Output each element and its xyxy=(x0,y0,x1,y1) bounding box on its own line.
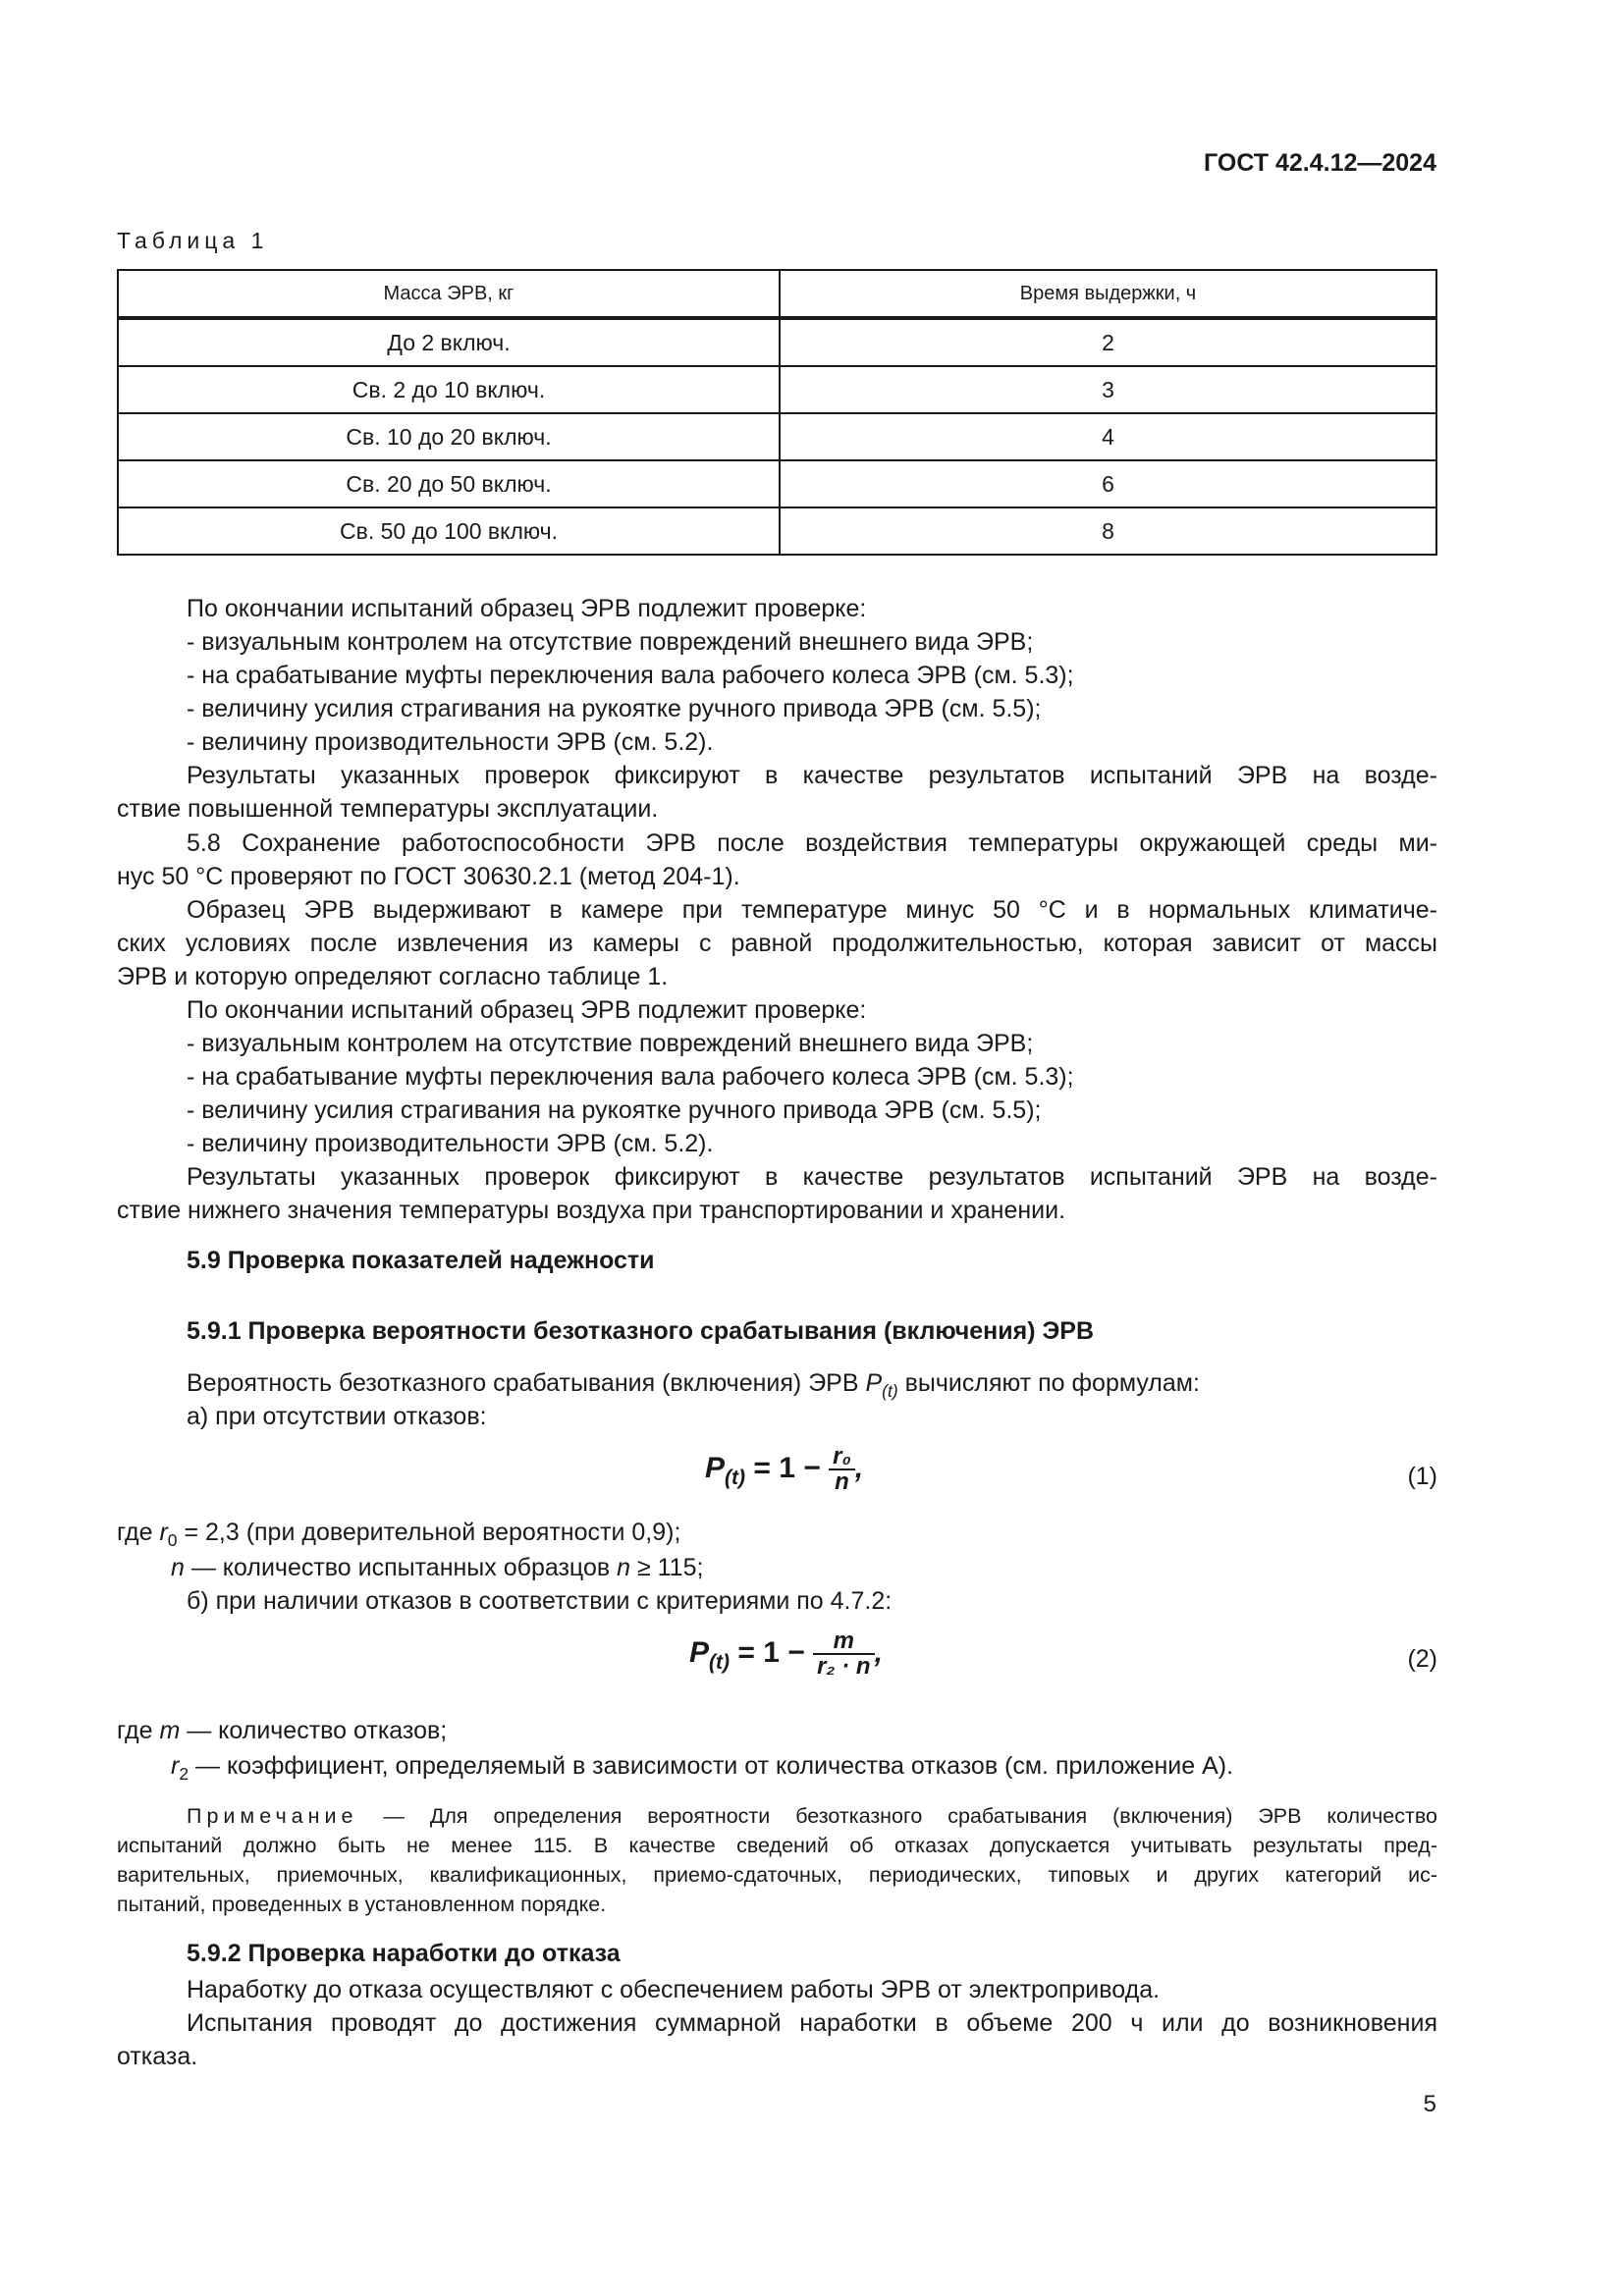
document-number: ГОСТ 42.4.12—2024 xyxy=(1204,149,1436,177)
list-item: - на срабатывание муфты переключения вала рабочего колеса ЭРВ (см. 5.3); xyxy=(187,1063,1074,1091)
table-row xyxy=(118,460,1436,507)
table-cell: 2 xyxy=(780,318,1436,366)
table-cell: 6 xyxy=(780,460,1436,507)
table-row xyxy=(118,366,1436,413)
list-item: - визуальным контролем на отсутствие повреждений внешнего вида ЭРВ; xyxy=(187,1030,1034,1057)
paragraph: Результаты указанных проверок фиксируют в качестве результатов испытаний ЭРВ на возде- xyxy=(187,1163,1437,1191)
table-row xyxy=(118,318,1436,366)
list-item: б) при наличии отказов в соответствии с критериями по 4.7.2: xyxy=(187,1587,893,1615)
column-header-mass: Масса ЭРВ, кг xyxy=(118,270,780,318)
formula-number: (1) xyxy=(1407,1463,1437,1490)
table-cell: 3 xyxy=(780,366,1436,413)
table-cell: 4 xyxy=(780,413,1436,460)
column-header-time: Время выдержки, ч xyxy=(780,270,1436,318)
table-cell: Св. 10 до 20 включ. xyxy=(118,413,780,460)
paragraph: По окончании испытаний образец ЭРВ подлежит проверке: xyxy=(187,996,867,1024)
paragraph: ских условиях после извлечения из камеры с равной продолжительностью, которая зависит от массы xyxy=(117,930,1437,957)
table-1 xyxy=(117,269,1437,556)
paragraph: Наработку до отказа осуществляют с обеспечением работы ЭРВ от электропривода. xyxy=(187,1976,1161,2003)
table-header-row xyxy=(118,270,1436,318)
paragraph: 5.8 Сохранение работоспособности ЭРВ после воздействия температуры окружающей среды ми- xyxy=(187,829,1437,857)
table-cell: Св. 2 до 10 включ. xyxy=(118,366,780,413)
table-cell: 8 xyxy=(780,507,1436,555)
paragraph: отказа. xyxy=(117,2043,198,2070)
list-item: - на срабатывание муфты переключения вала рабочего колеса ЭРВ (см. 5.3); xyxy=(187,662,1074,689)
section-heading: 5.9 Проверка показателей надежности xyxy=(187,1247,655,1274)
formula-number: (2) xyxy=(1407,1645,1437,1673)
formula-2: $P_{(t)} = 1$ − $\frac{m}{\text{r₂ · n}}$ , xyxy=(689,1628,883,1680)
paragraph: Испытания проводят до достижения суммарной наработки в объеме 200 ч или до возникновения xyxy=(187,2009,1437,2037)
paragraph: где m — количество отказов; xyxy=(117,1717,448,1744)
list-item: а) при отсутствии отказов: xyxy=(187,1403,487,1430)
paragraph: $r_2$ — коэффициент, определяемый в зависимости от количества отказов (см. приложение А). xyxy=(171,1752,1234,1784)
table-cell: Св. 50 до 100 включ. xyxy=(118,507,780,555)
section-heading: 5.9.1 Проверка вероятности безотказного срабатывания (включения) ЭРВ xyxy=(187,1317,1094,1345)
list-item: - величину усилия страгивания на рукоятке ручного привода ЭРВ (см. 5.5); xyxy=(187,695,1042,722)
paragraph: где $r_0 = 2,3$ (при доверительной вероятности 0,9); xyxy=(117,1519,681,1550)
table-cell: Св. 20 до 50 включ. xyxy=(118,460,780,507)
paragraph: ствие повышенной температуры эксплуатации. xyxy=(117,795,659,823)
table-cell: До 2 включ. xyxy=(118,318,780,366)
note-label: Примечание xyxy=(187,1804,358,1828)
paragraph: ствие нижнего значения температуры воздуха при транспортировании и хранении. xyxy=(117,1197,1066,1224)
paragraph: нус 50 °С проверяют по ГОСТ 30630.2.1 (метод 204-1). xyxy=(117,863,740,890)
page-number: 5 xyxy=(1423,2091,1436,2117)
table-caption: Таблица 1 xyxy=(117,228,269,253)
section-heading: 5.9.2 Проверка наработки до отказа xyxy=(187,1940,621,1967)
paragraph: n — количество испытанных образцов n ≥ 115; xyxy=(171,1554,704,1581)
list-item: - величину производительности ЭРВ (см. 5.2). xyxy=(187,1130,714,1157)
paragraph: По окончании испытаний образец ЭРВ подлежит проверке: xyxy=(187,595,867,622)
table-row xyxy=(118,507,1436,555)
list-item: - величину производительности ЭРВ (см. 5.2). xyxy=(187,728,714,756)
paragraph: ЭРВ и которую определяют согласно таблице 1. xyxy=(117,963,669,990)
paragraph: Вероятность безотказного срабатывания (включения) ЭРВ $P_{(t)}$ вычисляют по формулам: xyxy=(187,1369,1200,1401)
list-item: - величину усилия страгивания на рукоятке ручного привода ЭРВ (см. 5.5); xyxy=(187,1096,1042,1124)
note: Примечание — Для определения вероятности безотказного срабатывания (включения) ЭРВ количество испытаний должно быть не менее 115. В качестве сведений об отказах допускается учитывать результаты пред- варительных, приемочных, квалификационных, приемо-сдаточных, периодических, типовых и других категорий ис- пытаний, проведенных в установленном порядке. xyxy=(117,1804,1437,1916)
list-item: - визуальным контролем на отсутствие повреждений внешнего вида ЭРВ; xyxy=(187,628,1034,656)
paragraph: Образец ЭРВ выдерживают в камере при температуре минус 50 °С и в нормальных климатиче- xyxy=(187,896,1437,924)
formula-1: $P_{(t)} = 1$ − $\frac{\text{r₀}}{n}$ , xyxy=(705,1443,864,1495)
table-row xyxy=(118,413,1436,460)
paragraph: Результаты указанных проверок фиксируют в качестве результатов испытаний ЭРВ на возде- xyxy=(187,762,1437,789)
